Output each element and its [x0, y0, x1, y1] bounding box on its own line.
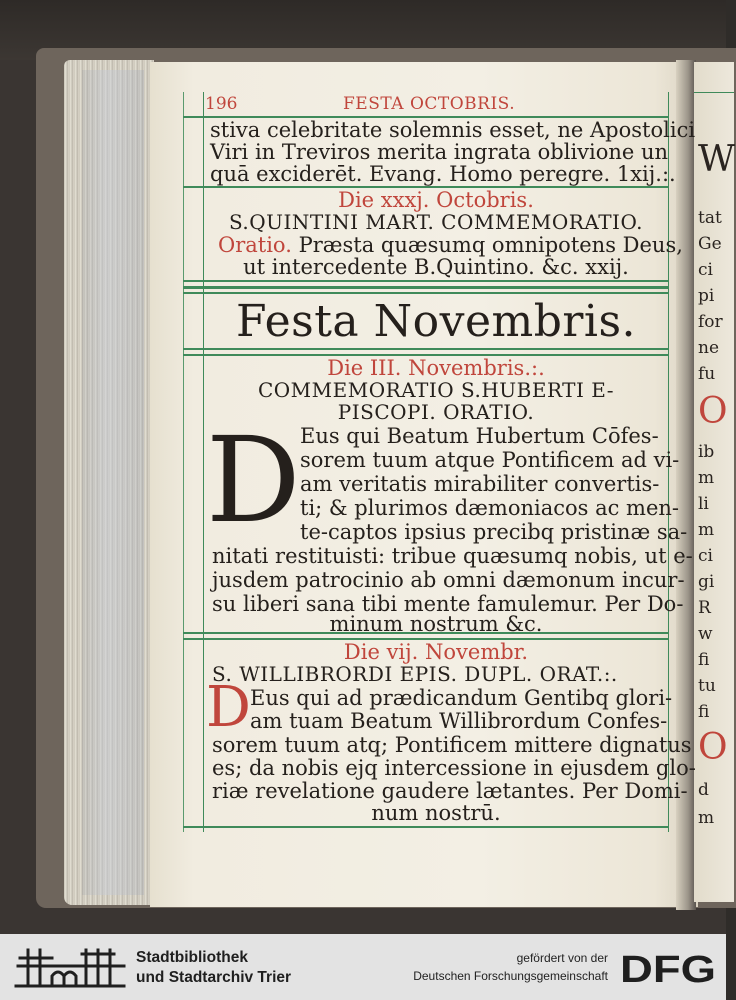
page-block-edges	[64, 60, 154, 905]
right-page-fragment: tu	[698, 676, 716, 696]
text-line: nitati restituisti: tribue quæsumq nobis, ut e-	[212, 544, 693, 568]
svg-text:DFG: DFG	[620, 949, 716, 991]
feast-title: S. WILLIBRORDI EPIS. DUPL. ORAT.:.	[212, 662, 618, 686]
right-page-fragment: gi	[698, 572, 715, 592]
text-line: Eus qui ad prædicandum Gentibq glori-	[250, 686, 673, 710]
right-page-fragment: w	[698, 624, 713, 644]
footer-banner	[0, 934, 726, 1000]
text-line: ut intercedente B.Quintino. &c. xxij.	[243, 255, 629, 279]
right-page-fragment: O	[698, 727, 728, 768]
section-heading: Festa Novembris.	[235, 296, 637, 347]
right-page-fragment: d	[698, 780, 709, 800]
drop-capital: D	[206, 675, 251, 740]
text-line: jusdem patrocinio ab omni dæmonum incur-	[212, 568, 685, 592]
funding-note-line2: Deutschen Forschungsgemeinschaft	[413, 969, 608, 983]
text-line: am tuam Beatum Willibrordum Confes-	[250, 709, 668, 733]
right-page-fragment: fu	[698, 364, 716, 384]
funding-note-line1: gefördert von der	[516, 951, 608, 965]
right-page-fragment: R	[698, 598, 711, 618]
right-page-fragment: m	[698, 808, 715, 828]
library-name-line1: Stadtbibliothek	[136, 949, 248, 966]
right-page-fragment: ib	[698, 442, 715, 462]
right-page-fragment: ci	[698, 260, 713, 280]
right-page-fragment: W	[698, 139, 736, 180]
right-page-fragment: li	[698, 494, 709, 514]
right-page-fragment: fi	[698, 702, 710, 722]
right-page-fragment: tat	[698, 208, 722, 228]
right-page-fragment: fi	[698, 650, 710, 670]
right-page-rule	[694, 92, 734, 93]
oratio-text: Præsta quæsumq omnipotens Deus,	[298, 233, 683, 257]
feast-title: COMMEMORATIO S.HUBERTI E-	[257, 378, 614, 402]
footer-rule	[183, 826, 669, 828]
funding-note	[413, 949, 608, 985]
text-line: ti; & plurimos dæmoniacos ac men-	[300, 496, 679, 520]
text-line: Eus qui Beatum Hubertum Cōfes-	[300, 424, 659, 448]
feast-date: Die vij. Novembr.	[343, 640, 529, 664]
right-page-fragment: for	[698, 312, 723, 332]
right-page-fragment: m	[698, 520, 715, 540]
stadtbibliothek-trier-logo	[14, 944, 126, 992]
running-title: FESTA OCTOBRIS.	[343, 94, 516, 114]
dfg-logo	[620, 949, 718, 991]
right-page	[694, 62, 734, 902]
text-line: minum nostrum &c.	[329, 612, 543, 636]
right-page-fragment: Ge	[698, 234, 722, 254]
text-line: es; da nobis ejq intercessione in ejusdem glo-	[212, 756, 696, 780]
text-line: su liberi sana tibi mente famulemur. Per Do-	[212, 592, 684, 616]
right-page-fragment: pi	[698, 286, 715, 306]
text-line: riæ revelatione gaudere lætantes. Per Domi-	[212, 779, 688, 803]
section-rule	[183, 348, 669, 350]
text-line: Viri in Treviros merita ingrata oblivione un	[210, 140, 669, 164]
page-number: 196	[205, 94, 238, 114]
text-line: quā exciderēt. Evang. Homo peregre. 1xij.:.	[210, 162, 676, 186]
feast-title: PISCOPI. ORATIO.	[337, 400, 535, 424]
page-frame-outer	[183, 92, 195, 832]
right-page-fragment: O	[698, 391, 728, 432]
right-page-fragment: m	[698, 468, 715, 488]
oratio-label: Oratio.	[218, 233, 292, 257]
right-page-fragment: ne	[698, 338, 720, 358]
section-rule	[183, 292, 669, 294]
feast-date: Die xxxj. Octobris.	[338, 188, 534, 212]
section-rule	[183, 280, 669, 282]
drop-capital: D	[206, 411, 301, 549]
text-line: sorem tuum atq; Pontificem mittere dignatus	[212, 733, 692, 757]
library-name	[136, 948, 291, 988]
library-name-line2: und Stadtarchiv Trier	[136, 969, 292, 986]
text-line: num nostrū.	[371, 801, 501, 825]
text-line: am veritatis mirabiliter convertis-	[300, 472, 660, 496]
feast-title: S.QUINTINI MART. COMMEMORATIO.	[228, 210, 644, 234]
right-page-fragment: ci	[698, 546, 713, 566]
oratio-line	[218, 233, 683, 257]
section-rule	[183, 286, 669, 289]
feast-date: Die III. Novembris.:.	[327, 356, 545, 380]
text-line: stiva celebritate solemnis esset, ne Apostolici	[210, 118, 696, 142]
text-line: sorem tuum atque Pontificem ad vi-	[300, 448, 680, 472]
text-line: te-captos ipsius precibq pristinæ sa-	[300, 520, 688, 544]
